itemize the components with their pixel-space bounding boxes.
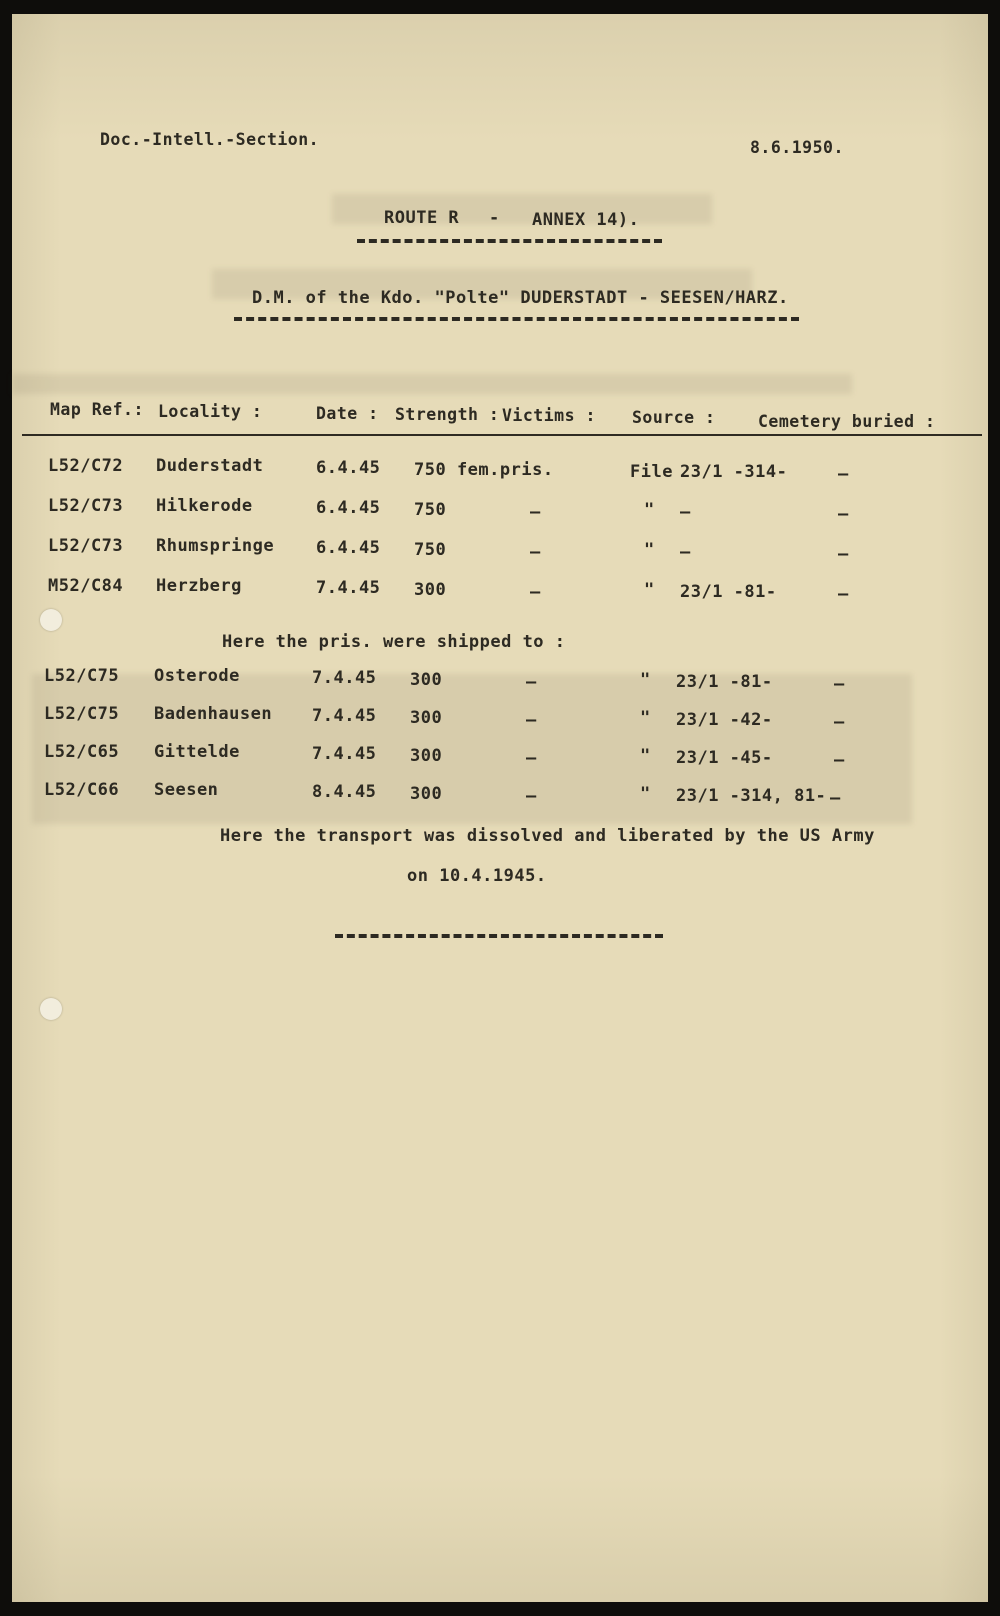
cell-locality: Hilkerode	[156, 496, 253, 516]
table-row	[12, 576, 988, 602]
cell-map-ref: L52/C65	[44, 742, 120, 762]
punch-hole	[40, 609, 62, 631]
cell-strength: 300	[410, 708, 443, 728]
cell-date: 6.4.45	[316, 458, 381, 478]
cell-map-ref: L52/C73	[48, 536, 124, 556]
cell-cemetery: —	[838, 464, 849, 484]
table-row	[12, 780, 988, 806]
title-separator: -	[489, 208, 500, 228]
cell-cemetery: —	[830, 788, 841, 808]
col-source: Source :	[632, 408, 716, 427]
cell-victims: —	[526, 672, 537, 692]
cell-locality: Herzberg	[156, 576, 242, 596]
cell-cemetery: —	[838, 584, 849, 604]
cell-source-mark: "	[644, 580, 655, 600]
cell-source-mark: "	[644, 540, 655, 560]
cell-source-mark: "	[640, 670, 651, 690]
document-subtitle: D.M. of the Kdo. "Polte" DUDERSTADT - SEESEN/HARZ.	[252, 288, 789, 308]
cell-file: 23/1 -314-	[680, 462, 788, 482]
col-victims: Victims :	[502, 406, 596, 425]
cell-map-ref: M52/C84	[48, 576, 124, 596]
cell-map-ref: L52/C75	[44, 704, 120, 724]
cell-victims: —	[526, 748, 537, 768]
cell-source-mark: "	[640, 708, 651, 728]
table-row	[12, 456, 988, 482]
cell-locality: Osterode	[154, 666, 240, 686]
table-row	[12, 536, 988, 562]
table-row	[12, 496, 988, 522]
cell-cemetery: —	[834, 674, 845, 694]
cell-strength: 300	[410, 746, 443, 766]
col-locality: Locality :	[158, 402, 263, 421]
cell-victims: —	[526, 710, 537, 730]
cell-locality: Badenhausen	[154, 704, 273, 724]
section-label: Doc.-Intell.-Section.	[100, 130, 320, 149]
annex-label: ANNEX 14).	[532, 210, 640, 230]
cell-cemetery: —	[838, 544, 849, 564]
cell-date: 8.4.45	[312, 782, 377, 802]
cell-map-ref: L52/C75	[44, 666, 120, 686]
closing-date: on 10.4.1945.	[407, 866, 547, 886]
table-row	[12, 666, 988, 692]
cell-cemetery: —	[838, 504, 849, 524]
cell-locality: Seesen	[154, 780, 219, 800]
col-strength: Strength :	[395, 405, 500, 424]
cell-file: 23/1 -45-	[676, 748, 773, 768]
subtitle-underline	[234, 317, 799, 321]
cell-strength: 750	[414, 500, 447, 520]
col-map-ref: Map Ref.:	[50, 400, 144, 419]
cell-date: 7.4.45	[316, 578, 381, 598]
document-date: 8.6.1950.	[750, 138, 844, 157]
cell-cemetery: —	[834, 712, 845, 732]
punch-hole	[40, 998, 62, 1020]
document-page	[12, 14, 988, 1602]
end-rule	[335, 934, 663, 938]
cell-strength: 300	[414, 580, 447, 600]
cell-locality: Rhumspringe	[156, 536, 275, 556]
cell-date: 6.4.45	[316, 538, 381, 558]
cell-source-mark: "	[640, 784, 651, 804]
cell-strength: 300	[410, 670, 443, 690]
cell-cemetery: —	[834, 750, 845, 770]
cell-victims: —	[530, 582, 541, 602]
cell-source-mark: "	[640, 746, 651, 766]
cell-file: —	[680, 502, 691, 522]
cell-victims: —	[530, 502, 541, 522]
cell-source-mark: File	[630, 462, 673, 482]
cell-date: 7.4.45	[312, 668, 377, 688]
cell-file: 23/1 -314, 81-	[676, 786, 827, 806]
cell-locality: Gittelde	[154, 742, 240, 762]
cell-file: 23/1 -81-	[676, 672, 773, 692]
cell-date: 6.4.45	[316, 498, 381, 518]
cell-locality: Duderstadt	[156, 456, 264, 476]
cell-strength: 300	[410, 784, 443, 804]
cell-strength: 750	[414, 540, 447, 560]
route-label: ROUTE R	[384, 208, 460, 228]
cell-map-ref: L52/C66	[44, 780, 120, 800]
cell-map-ref: L52/C73	[48, 496, 124, 516]
header-rule	[22, 434, 982, 436]
col-date: Date :	[316, 404, 379, 423]
cell-source-mark: "	[644, 500, 655, 520]
cell-strength: 750 fem.pris.	[414, 460, 554, 480]
cell-date: 7.4.45	[312, 706, 377, 726]
cell-file: —	[680, 542, 691, 562]
cell-date: 7.4.45	[312, 744, 377, 764]
cell-victims: —	[526, 786, 537, 806]
smudge	[12, 374, 852, 394]
closing-note: Here the transport was dissolved and liberated by the US Army	[220, 826, 875, 846]
col-cemetery: Cemetery buried :	[758, 412, 936, 431]
cell-file: 23/1 -81-	[680, 582, 777, 602]
title-underline	[357, 239, 662, 243]
shipped-note: Here the pris. were shipped to :	[222, 632, 566, 652]
cell-file: 23/1 -42-	[676, 710, 773, 730]
table-row	[12, 742, 988, 768]
cell-victims: —	[530, 542, 541, 562]
table-row	[12, 704, 988, 730]
cell-map-ref: L52/C72	[48, 456, 124, 476]
